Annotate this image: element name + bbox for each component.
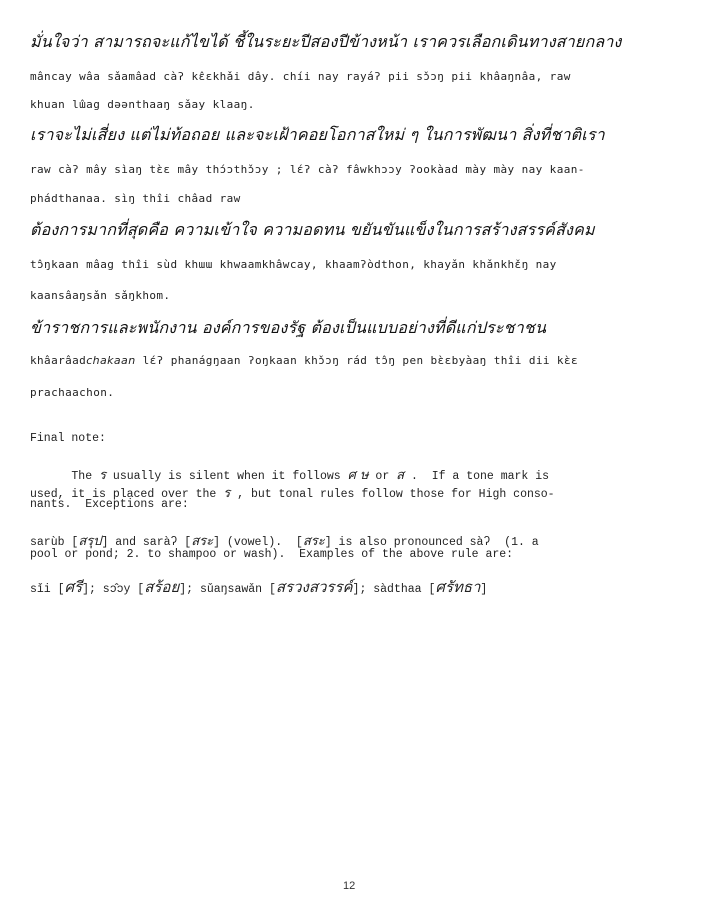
page-number: 12 — [343, 880, 356, 892]
fn-thai-ro2: ร — [223, 486, 231, 501]
ex-a2-thai: สระ — [191, 534, 214, 549]
ex-a2: ] and saràʔ [ — [101, 536, 192, 549]
transliteration-line-2a: raw càʔ mây sìaŋ tɛ̀ɛ mây thɔ́ɔthɔ̌ɔy ; lɛ́ʔ càʔ fâwkhɔɔy ʔookàad mày mày nay kaan- — [30, 163, 585, 176]
tr-4a-post: lɛ́ʔ phanágŋaan ʔoŋkaan khɔ̌ɔŋ rád tɔ̂ŋ pen bɛ̀ɛbyàaŋ thîi dii kɛ̀ɛ — [135, 354, 578, 367]
tr-4a-pre: khâarâad — [30, 354, 87, 367]
ex-a1-thai: สรุป — [78, 534, 102, 549]
ex-c5: ] — [480, 583, 488, 596]
transliteration-line-1b: khuan lɯ̂ag dəənthaaŋ sǎay klaaŋ. — [30, 98, 255, 111]
fn-1or: or — [368, 470, 390, 483]
ex-c3-thai: สรวงสวรรค์ — [275, 578, 353, 596]
final-note-heading: Final note: — [30, 432, 106, 445]
examples-line — [30, 575, 487, 599]
ex-a3-thai: สระ — [302, 534, 325, 549]
exceptions-line-2: pool or pond; 2. to shampoo or wash). Examples of the above rule are: — [30, 548, 514, 561]
fn-2a: used, it is placed over the — [30, 488, 217, 501]
thai-line-3: ต้องการมากที่สุดคือ ความเข้าใจ ความอดทน ขยันขันแข็งในการสร้างสรรค์สังคม — [30, 220, 595, 239]
ex-c1: sǐi [ — [30, 583, 65, 596]
ex-c1-thai: ศรี — [64, 578, 83, 596]
transliteration-line-3a: tɔ̂ŋkaan mâag thîi sùd khɯɯ khwaamkhâwcay, khaamʔòdthon, khayǎn khǎnkhɛ̌ŋ nay — [30, 258, 557, 271]
transliteration-line-2b: phádthanaa. sìŋ thîi châad raw — [30, 192, 241, 205]
ex-a4: ] is also pronounced sàʔ (1. a — [324, 536, 539, 549]
transliteration-line-4b: prachaachon. — [30, 386, 115, 399]
fn-1c: . If a tone mark is — [404, 470, 550, 483]
fn-1b: usually is silent when it follows — [106, 470, 341, 483]
ex-a3: ] (vowel). [ — [213, 536, 303, 549]
fn-thai-letters: ศ ษ — [347, 468, 369, 483]
ex-c2-thai: สร้อย — [144, 578, 180, 596]
fn-1a: The — [30, 470, 93, 483]
thai-line-4: ข้าราชการและพนักงาน องค์การของรัฐ ต้องเป็นแบบอย่างที่ดีแก่ประชาชน — [30, 318, 547, 337]
transliteration-line-1a: mâncay wâa sǎamâad càʔ kɛ̂ɛkhǎi dây. chíi nay rayáʔ pii sɔ̌ɔŋ pii khâaŋnâa, raw — [30, 70, 571, 83]
ex-c3: ]; sǔaŋsawǎn [ — [179, 583, 276, 596]
ex-c4-thai: ศรัทธา — [435, 578, 481, 596]
ex-c2: ]; sɔ̂ɔy [ — [82, 583, 145, 596]
tr-4a-italic: chakaan — [86, 354, 136, 367]
fn-thai-so: ส — [396, 468, 405, 483]
fn-2b: , but tonal rules follow those for High conso- — [230, 488, 555, 501]
transliteration-line-3b: kaansâaŋsǎn sǎŋkhom. — [30, 289, 171, 302]
thai-line-1: มั่นใจว่า สามารถจะแก้ไขได้ ชี้ในระยะปีสองปีข้างหน้า เราควรเลือกเดินทางสายกลาง — [30, 32, 622, 51]
ex-c4: ]; sàdthaa [ — [352, 583, 436, 596]
ex-a1: sarùb [ — [30, 536, 79, 549]
final-note-line-3: nants. Exceptions are: — [30, 498, 189, 511]
fn-thai-ro: ร — [99, 468, 107, 483]
transliteration-line-4a — [30, 354, 578, 367]
thai-line-2: เราจะไม่เสี่ยง แต่ไม่ท้อถอย และจะเฝ้าคอยโอกาสใหม่ ๆ ในการพัฒนา สิ่งที่ชาติเรา — [30, 125, 605, 144]
